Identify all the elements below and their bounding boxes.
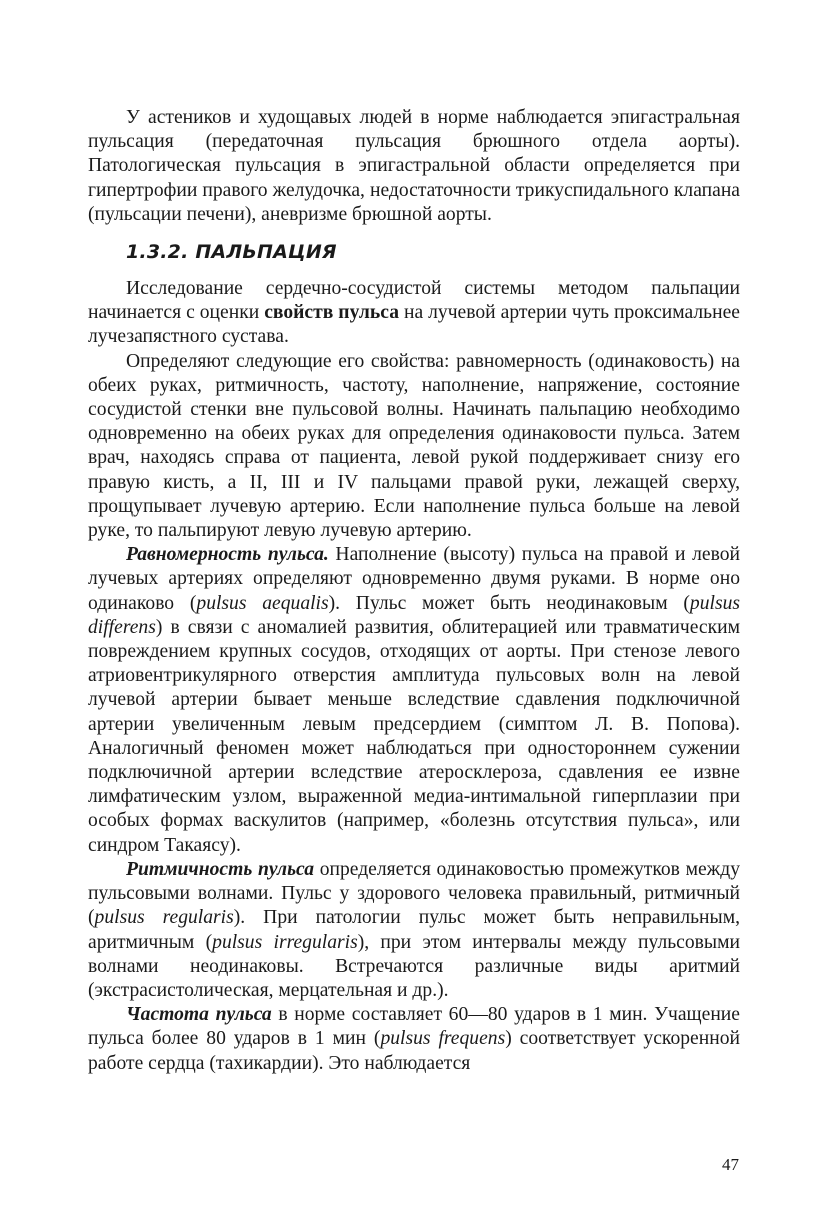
- paragraph-pulse-rhythm: [88, 858, 740, 1003]
- paragraph-epigastric-pulsation: У астеников и худощавых людей в норме наблюдается эпигастральная пульсация (передаточная пульсация брюшного отдела аорты). Патологическая пульсация в эпигастральной области определяется при гипертрофии правого желудочка, недостаточности трикуспидального клапана (пульсации печени), аневризме брюшной аорты.: [88, 107, 740, 225]
- text-run: Наполнение (высоту) пульса на правой и левой лучевых артериях определяют одновременно двумя руками. В норме оно одинаково (: [88, 544, 740, 614]
- term-pulse-rate: Частота пульса: [126, 1004, 272, 1026]
- paragraph-palpation-intro: [88, 277, 740, 350]
- section-heading: 1.3.2. ПАЛЬПАЦИЯ: [126, 241, 337, 264]
- paragraph-pulse-properties: Определяют следующие его свойства: равномерность (одинаковость) на обеих руках, ритмичность, частоту, наполнение, напряжение, состояние сосудистой стенки вне пульсовой волны. Начинать пальпацию необходимо одновременно на обеих руках для определения одинаковости пульса. Затем врач, находясь справа от пациента, левой рукой поддерживает снизу его правую кисть, а II, III и IV пальцами правой руки, лежащей сверху, прощупывает лучевую артерию. Если наполнение пульса больше на левой руке, то пальпируют левую лучевую артерию.: [88, 350, 740, 542]
- text-run: ), при этом интервалы между пульсовыми волнами неодинаковы. Встречаются различные виды аритмий (экстрасистолическая, мерцательная и др.).: [88, 931, 740, 1001]
- text-run: на лучевой артерии чуть проксимальнее лучезапястного сустава.: [88, 302, 740, 348]
- latin-term: pulsus frequens: [380, 1028, 506, 1050]
- term-pulse-rhythm: Ритмичность пульса: [126, 858, 315, 880]
- text-run: ) в связи с аномалией развития, облитерацией или травматическим повреждением крупных сосудов, отходящих от аорты. При стенозе левого атриовентрикулярного отверстия амплитуда пульсовых волн на левой лучевой артерии бывает меньше вследствие сдавления подключичной артерии увеличенным левым предсердием (симптом Л. В. Попова). Аналогичный феномен может наблюдаться при одностороннем сужении подключичной артерии вследствие атеросклероза, сдавления ее извне лимфатическим узлом, выраженной медиа-интимальной гиперплазии при особых формах васкулитов (например, «болезнь отсутствия пульса», или синдром Такаясу).: [88, 616, 740, 856]
- text-run: ). При патологии пульс может быть неправильным, аритмичным (: [88, 907, 740, 953]
- page-content: [88, 106, 740, 1076]
- bold-term-pulse-properties: свойств пульса: [264, 302, 399, 324]
- text-run: ) соответствует ускоренной работе сердца (тахикардии). Это наблюдается: [88, 1028, 740, 1074]
- page-number: 47: [722, 1155, 739, 1174]
- paragraph-pulse-uniformity: [88, 543, 740, 858]
- text-run: Исследование сердечно-сосудистой системы методом пальпации начинается с оценки: [88, 278, 740, 324]
- text-run: в норме составляет 60—80 ударов в 1 мин. Учащение пульса более 80 ударов в 1 мин (: [88, 1004, 740, 1050]
- text-run: ). Пульс может быть неодинаковым (: [328, 592, 690, 614]
- latin-term: pulsus irregularis: [212, 931, 358, 953]
- text-run: определяется одинаковостью промежутков между пульсовыми волнами. Пульс у здорового человека правильный, ритмичный (: [88, 858, 740, 929]
- latin-term: pulsus differens: [88, 592, 740, 638]
- term-pulse-uniformity: Равномерность пульса.: [126, 544, 329, 566]
- latin-term: pulsus regularis: [94, 907, 234, 929]
- paragraph-pulse-rate: [88, 1003, 740, 1076]
- latin-term: pulsus aequalis: [196, 592, 329, 614]
